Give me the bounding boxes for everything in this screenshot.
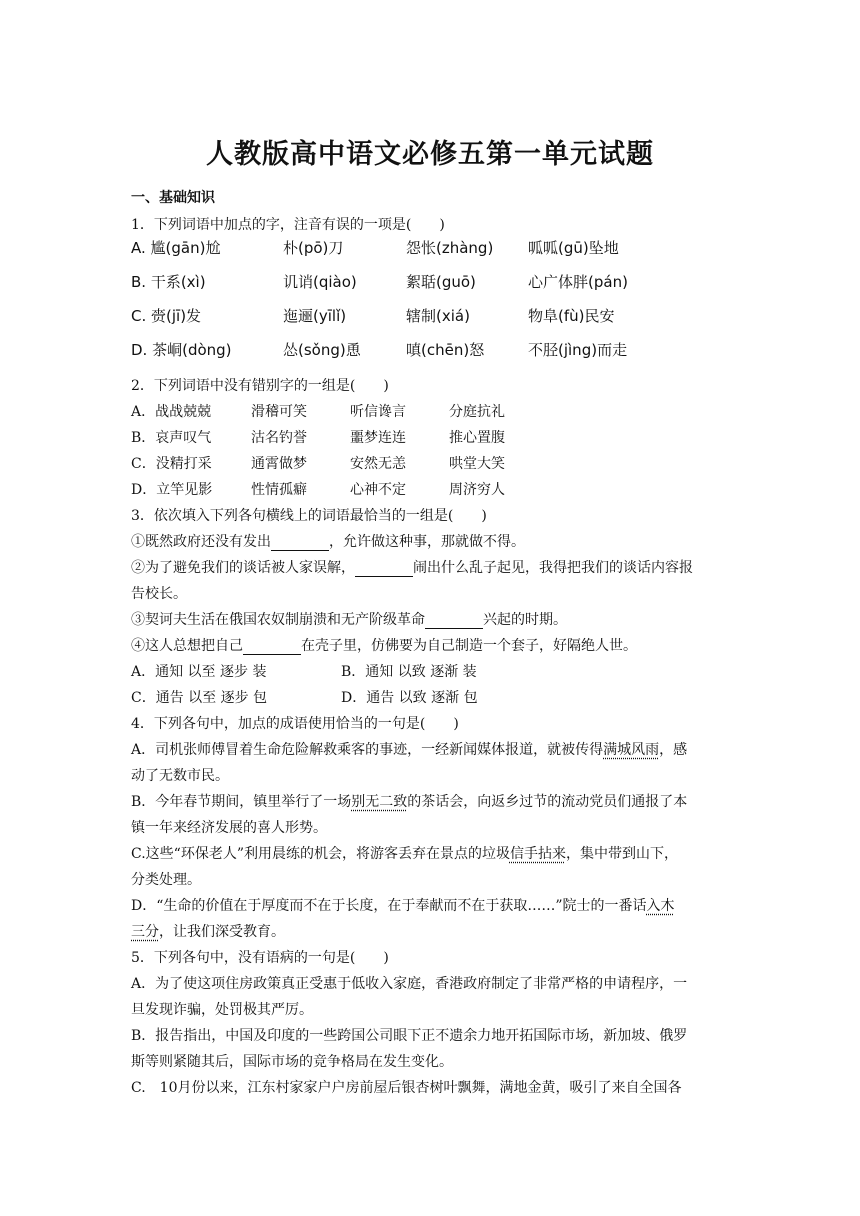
q2-stem: 2．下列词语中没有错别字的一组是( ) [131,378,389,394]
q4-option-c-cont: 分类处理。 [131,872,201,888]
q1-a-3: 怨怅(zhàng) [406,239,494,257]
q3-s1-b: ，允许做这种事，那就做不得。 [329,534,525,550]
q1-a-1: A. 尴(gān)尬 [131,239,221,257]
q3-s2-a: ②为了避免我们的谈话被人家误解， [131,560,355,576]
q5-option-a: A．为了使这项住房政策真正受惠于低收入家庭，香港政府制定了非常严格的申请程序，一 [131,976,688,992]
q4-b-text: B．今年春节期间，镇里举行了一场 [131,794,352,810]
q1-a-4: 呱呱(gū)坠地 [528,239,619,257]
q2-a-2: 滑稽可笑 [251,404,307,420]
q5-option-a-cont: 旦发现诈骗，处罚极其严厉。 [131,1002,313,1018]
q5-option-c: C. 10月份以来，江东村家家户户房前屋后银杏树叶飘舞，满地金黄，吸引了来自全国各 [131,1080,682,1096]
q3-blank-3 [425,612,483,629]
q2-b-4: 推心置腹 [449,430,505,446]
q2-c-2: 通霄做梦 [251,456,307,472]
q4-d-idiom-2: 三分 [131,924,159,940]
q2-c-3: 安然无恙 [350,456,406,472]
q1-stem: 1．下列词语中加点的字，注音有误的一项是( ) [131,217,445,233]
q3-s4-a: ④这人总想把自己 [131,638,243,654]
q4-d-idiom: 入木 [646,898,675,914]
q4-option-a-cont: 动了无数市民。 [131,768,229,784]
q3-sentence-4 [131,635,637,655]
q3-s2-b: 闹出什么乱子起见，我得把我们的谈话内容报 [413,560,693,576]
q3-blank-4 [243,638,301,655]
q3-option-c: C．通告 以至 逐步 包 [131,690,268,706]
q4-c-idiom: 信手拈来 [509,846,566,862]
q3-sentence-1 [131,531,525,551]
q4-a-idiom: 满城风雨 [603,742,660,758]
q4-option-c [131,843,678,863]
q5-option-b: B．报告指出，中国及印度的一些跨国公司眼下正不遗余力地开拓国际市场，新加坡、俄罗 [131,1028,688,1044]
q2-b-1: B．哀声叹气 [131,430,212,446]
q1-c-3: 辖制(xiá) [406,307,470,325]
q1-c-2: 迤逦(yīlǐ) [283,307,347,325]
q3-option-a: A．通知 以至 逐步 装 [131,664,267,680]
q1-b-1: B. 干系(xì) [131,273,206,291]
q2-d-1: D．立竿见影 [131,482,213,498]
q5-option-b-cont: 斯等则紧随其后，国际市场的竞争格局在发生变化。 [131,1054,453,1070]
q2-c-1: C．没精打采 [131,456,212,472]
page-title: 人教版高中语文必修五第一单元试题 [206,139,654,170]
q1-a-2: 朴(pō)刀 [283,239,344,257]
q4-option-d [131,895,675,915]
q3-sentence-3 [131,609,567,629]
q3-blank-2 [355,560,413,577]
q2-b-3: 噩梦连连 [350,430,406,446]
q4-option-d-cont [131,921,285,941]
q4-a-text-2: ，感 [659,742,688,758]
q1-d-3: 嗔(chēn)怒 [406,341,485,359]
q2-d-3: 心神不定 [350,482,406,498]
q1-b-2: 讥诮(qiào) [283,273,357,291]
q4-stem: 4．下列各句中，加点的成语使用恰当的一句是( ) [131,716,459,732]
q2-a-3: 听信谗言 [350,404,406,420]
q4-d-text: D．“生命的价值在于厚度而不在于长度，在于奉献而不在于获取……”院士的一番话 [131,898,647,914]
q3-stem: 3．依次填入下列各句横线上的词语最恰当的一组是( ) [131,508,487,524]
q4-b-idiom: 别无二致 [351,794,408,810]
q4-option-b [131,791,687,811]
q2-d-4: 周济穷人 [449,482,505,498]
q4-c-text-2: ，集中带到山下， [565,846,678,862]
q3-sentence-2 [131,557,693,577]
q5-stem: 5．下列各句中，没有语病的一句是( ) [131,950,389,966]
section-heading: 一、基础知识 [131,190,215,206]
q1-b-3: 絮聒(guō) [406,273,476,291]
q2-a-1: A．战战兢兢 [131,404,212,420]
q3-blank-1 [271,534,329,551]
q3-sentence-2-cont: 告校长。 [131,586,187,602]
q4-c-text: C.这些“环保老人”利用晨练的机会，将游客丢弃在景点的垃圾 [131,846,510,862]
q2-a-4: 分庭抗礼 [449,404,505,420]
q4-a-text: A．司机张师傅冒着生命危险解救乘客的事迹，一经新闻媒体报道，就被传得 [131,742,604,758]
q3-s1-a: ①既然政府还没有发出 [131,534,271,550]
q1-d-2: 怂(sǒng)恿 [283,341,361,359]
q3-s3-a: ③契诃夫生活在俄国农奴制崩溃和无产阶级革命 [131,612,425,628]
q3-option-d: D．通告 以致 逐渐 包 [341,690,478,706]
q4-b-text-2: 的茶话会，向返乡过节的流动党员们通报了本 [407,794,688,810]
q1-c-1: C. 赍(jī)发 [131,307,202,325]
q2-d-2: 性情孤癖 [251,482,307,498]
q3-s4-b: 在壳子里，仿佛要为自己制造一个套子，好隔绝人世。 [301,638,637,654]
q3-s3-b: 兴起的时期。 [483,612,567,628]
q4-option-a [131,739,687,759]
q4-d-text-2: ，让我们深受教育。 [159,924,285,940]
q4-option-b-cont: 镇一年来经济发展的喜人形势。 [131,820,327,836]
q1-d-1: D. 茶峒(dòng) [131,341,232,359]
q2-c-4: 哄堂大笑 [449,456,505,472]
q3-option-b: B．通知 以致 逐渐 装 [341,664,477,680]
q1-b-4: 心广体胖(pán) [528,273,628,291]
q1-c-4: 物阜(fù)民安 [528,307,615,325]
q1-d-4: 不胫(jìng)而走 [528,341,628,359]
q2-b-2: 沽名钓誉 [251,430,307,446]
